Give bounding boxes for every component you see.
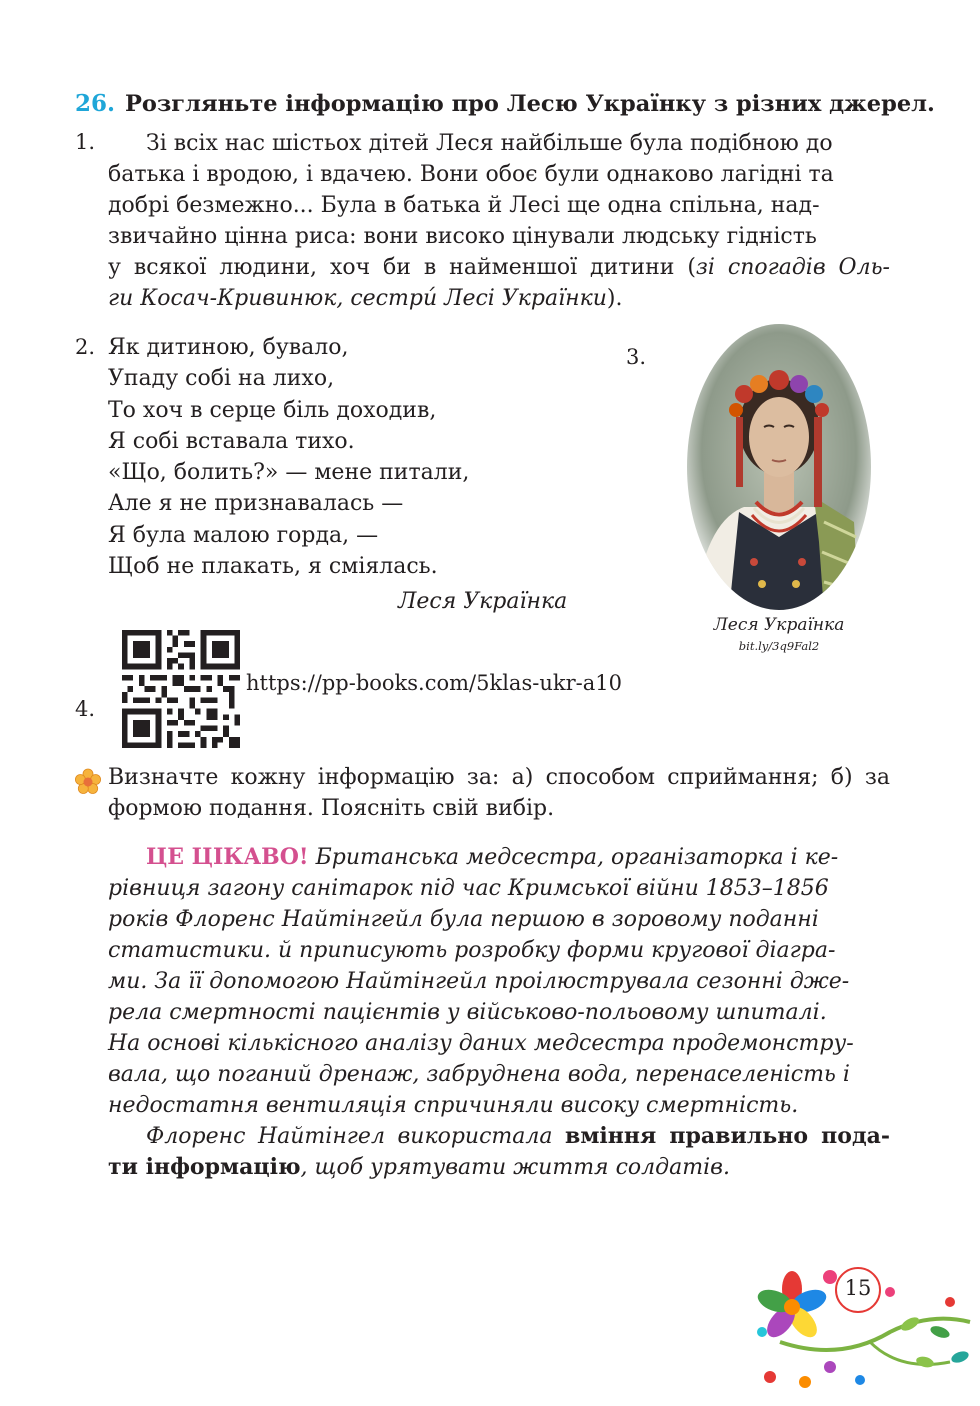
poem-line: Але я не признавалась — [108,491,404,517]
fact-line: рівниця загону санітарок під час Кримської війни 1853–1856 [108,876,829,901]
portrait-link[interactable]: bit.ly/3q9Fal2 [738,639,820,653]
qr-code-image [122,630,240,748]
task-number: 26. [75,90,116,117]
source-4-url[interactable]: https://pp-books.com/5klas-ukr-a10 [246,671,622,695]
poem-line: «Що, болить?» — мене питали, [108,460,470,486]
poem [108,332,469,582]
poem-line: Я собі вставала тихо. [108,428,355,454]
task-heading [75,90,935,117]
fact-line: рела смертності пацієнтів у військово-польовому шпиталі. [108,1000,827,1025]
flower-icon [74,768,102,796]
source-1-line: ги Косач-Кривинюк, сестри́ Лесі Українки). [108,286,623,311]
fact-line: На основі кількісного аналізу даних медсестра продемонстру- [108,1031,854,1056]
fact-lead: ЦЕ ЦІКАВО! [146,844,309,870]
source-1-text [108,128,890,314]
fact-line: ми. За її допомогою Найтінгейл проілюструвала сезонні дже- [108,969,850,994]
page-number: 15 [844,1276,872,1300]
fact-line: статистики. й приписують розробку форми кругової діагра- [108,938,836,963]
source-2-number: 2. [75,335,96,359]
source-1-number: 1. [75,130,96,154]
source-1-line: Зі всіх нас шістьох дітей Леся найбільше була подібною до [146,131,833,156]
source-1-attribution-cont: ги Косач-Кривинюк, сестри́ Лесі Українки [108,286,607,311]
source-3-number: 3. [626,345,647,369]
question [108,762,890,824]
fact-line: ЦЕ ЦІКАВО! Британська медсестра, організаторка і ке- [146,844,839,870]
task-title: Розгляньте інформацію про Лесю Українку з різних джерел. [125,91,935,117]
source-4-number: 4. [75,697,96,721]
portrait-caption: Леся Українка [713,615,845,635]
source-1-attribution: зі спогадів Оль- [695,255,890,280]
portrait-illustration [684,322,874,612]
fact-conclusion-line-2: ти інформацію, щоб урятувати життя солдатів. [108,1154,730,1180]
poem-line: Упаду собі на лихо, [108,366,335,392]
qr-code[interactable] [122,630,240,748]
poem-line: Як дитиною, бувало, [108,335,349,360]
source-1-line: звичайно цінна риса: вони високо цінували людську гідність [108,224,817,249]
question-line-1: Визначте кожну інформацію за: а) способом сприймання; б) за [108,765,890,790]
interesting-fact [108,842,890,1183]
source-1-line: добрі безмежно... Була в батька й Лесі ще одна спільна, над- [108,193,820,218]
poem-line: Щоб не плакать, я сміялась. [108,554,438,580]
fact-line: років Флоренс Найтінгейл була першою в зоровому поданні [108,907,819,932]
poem-line: То хоч в серце біль доходив, [108,397,437,423]
source-1-line: у всякої людини, хоч би в найменшої дитини (зі спогадів Оль- [108,255,890,280]
fact-line: недостатня вентиляція спричиняли високу смертність. [108,1093,799,1118]
fact-conclusion-line-1: Флоренс Найтінгел використала вміння правильно пода- [146,1123,891,1149]
portrait-image [684,322,874,612]
poem-author: Леся Українка [398,589,568,614]
poem-line: Я була малою горда, — [108,522,379,548]
question-line-2: формою подання. Поясніть свій вибір. [108,796,555,821]
source-1-line: батька і вродою, і вдачею. Вони обоє були однаково лагідні та [108,162,834,187]
fact-line: вала, що поганий дренаж, забруднена вода, перенаселеність і [108,1062,850,1087]
